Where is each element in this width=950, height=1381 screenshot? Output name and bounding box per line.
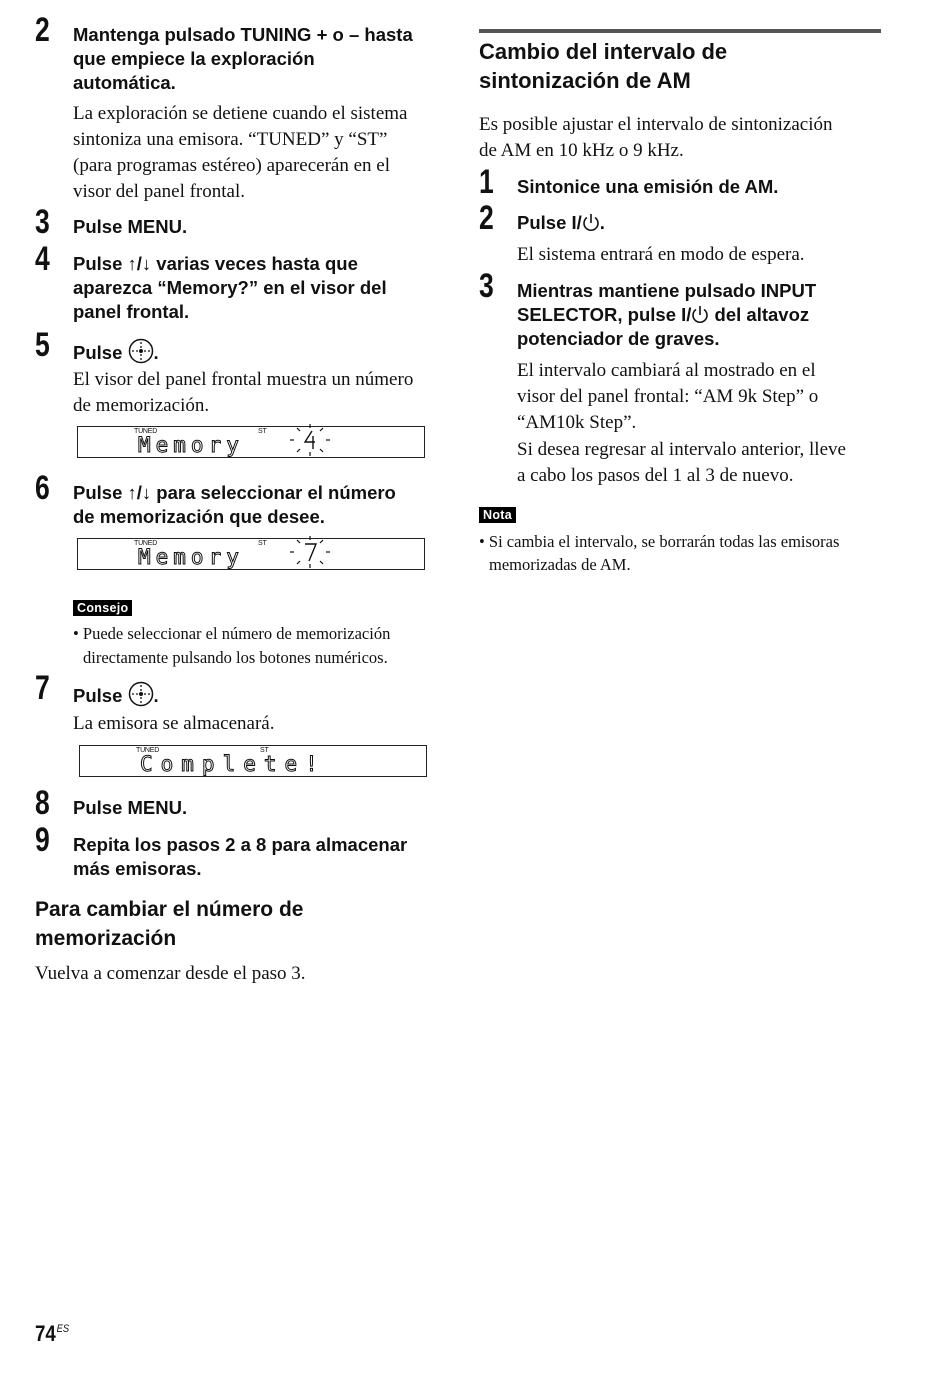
step-title: SELECTOR, pulse I/ del altavoz	[517, 304, 810, 325]
step-number: 7	[35, 669, 50, 707]
subsection-body: Vuelva a comenzar desde el paso 3.	[35, 963, 306, 984]
st-indicator: ST	[258, 428, 267, 435]
step-title: potenciador de graves.	[517, 328, 720, 349]
enter-button-icon	[128, 681, 154, 707]
section-title: sintonización de AM	[479, 68, 691, 93]
up-down-arrows-icon: ↑/↓	[127, 482, 152, 503]
front-panel-display	[79, 745, 427, 777]
step-title: que empiece la exploración	[73, 48, 315, 69]
tuned-indicator: TUNED	[134, 428, 158, 435]
step-number: 3	[35, 203, 50, 241]
step-body: El sistema entrará en modo de espera.	[517, 244, 805, 265]
power-icon	[691, 305, 709, 324]
step-number: 2	[35, 11, 50, 49]
step-body: (para programas estéreo) aparecerán en el	[73, 155, 390, 176]
step-title: aparezca “Memory?” en el visor del	[73, 277, 387, 298]
display-text: Complete!	[140, 752, 326, 776]
note-text: memorizadas de AM.	[489, 555, 631, 574]
tip-text: • Puede seleccionar el número de memorización	[73, 624, 391, 643]
step-body: sintoniza una emisora. “TUNED” y “ST”	[73, 129, 388, 150]
step-body: La exploración se detiene cuando el sistema	[73, 103, 408, 124]
st-indicator: ST	[260, 747, 269, 754]
up-down-arrows-icon: ↑/↓	[127, 253, 152, 274]
blinking-digit-icon	[288, 535, 332, 569]
step-body: de memorización.	[73, 395, 210, 416]
step-title: Repita los pasos 2 a 8 para almacenar	[73, 834, 408, 855]
step-title: de memorización que desee.	[73, 506, 325, 527]
section-intro: Es posible ajustar el intervalo de sintonización	[479, 114, 833, 135]
tip-label: Consejo	[73, 600, 132, 616]
step-body: visor del panel frontal.	[73, 181, 246, 202]
step-number: 2	[479, 199, 494, 237]
step-title: Pulse I/ .	[517, 212, 605, 233]
step-title: Pulse .	[73, 681, 159, 709]
step-number: 8	[35, 784, 50, 822]
display-text: Memory	[138, 433, 244, 457]
step-title: Pulse MENU.	[73, 216, 188, 237]
display-text: Memory	[138, 545, 244, 569]
step-number: 4	[35, 240, 50, 278]
tip-text: directamente pulsando los botones numéricos.	[83, 648, 388, 667]
page-number: $74^{ES}$	[35, 1321, 70, 1346]
step-number: 1	[479, 163, 494, 201]
section-rule	[479, 29, 881, 33]
step-title: Pulse MENU.	[73, 797, 188, 818]
language-suffix: ES	[56, 1323, 70, 1335]
step-title: Pulse ↑/↓ para seleccionar el número	[73, 482, 396, 503]
bullet: •	[479, 532, 485, 551]
step-number: 5	[35, 326, 50, 364]
step-title: panel frontal.	[73, 301, 190, 322]
step-body: El intervalo cambiará al mostrado en el	[517, 360, 816, 381]
tuned-indicator: TUNED	[134, 540, 158, 547]
step-title: más emisoras.	[73, 858, 202, 879]
step-body: “AM10k Step”.	[517, 412, 637, 433]
step-body: La emisora se almacenará.	[73, 713, 275, 734]
bullet: •	[73, 624, 79, 643]
step-body: El visor del panel frontal muestra un número	[73, 369, 414, 390]
note-text: • Si cambia el intervalo, se borrarán todas las emisoras	[479, 532, 840, 551]
step-title: Mantenga pulsado TUNING + o – hasta	[73, 24, 413, 45]
step-title: Mientras mantiene pulsado INPUT	[517, 280, 817, 301]
step-number: 6	[35, 469, 50, 507]
note-label: Nota	[479, 507, 516, 523]
step-body: a cabo los pasos del 1 al 3 de nuevo.	[517, 465, 794, 486]
section-intro: de AM en 10 kHz o 9 kHz.	[479, 140, 684, 161]
subsection-title: Para cambiar el número de	[35, 898, 304, 921]
front-panel-display	[77, 538, 425, 570]
step-title: automática.	[73, 72, 176, 93]
step-title: Sintonice una emisión de AM.	[517, 176, 779, 197]
enter-button-icon	[128, 338, 154, 364]
step-body: Si desea regresar al intervalo anterior, lleve	[517, 439, 846, 460]
subsection-title: memorización	[35, 927, 177, 950]
step-body: visor del panel frontal: “AM 9k Step” o	[517, 386, 819, 407]
step-title: Pulse ↑/↓ varias veces hasta que	[73, 253, 358, 274]
step-number: 3	[479, 267, 494, 305]
power-icon	[582, 213, 600, 232]
step-title: Pulse .	[73, 338, 159, 366]
step-number: 9	[35, 821, 50, 859]
st-indicator: ST	[258, 540, 267, 547]
blinking-digit-icon	[288, 423, 332, 457]
front-panel-display	[77, 426, 425, 458]
tuned-indicator: TUNED	[136, 747, 160, 754]
section-title: Cambio del intervalo de	[479, 39, 728, 64]
